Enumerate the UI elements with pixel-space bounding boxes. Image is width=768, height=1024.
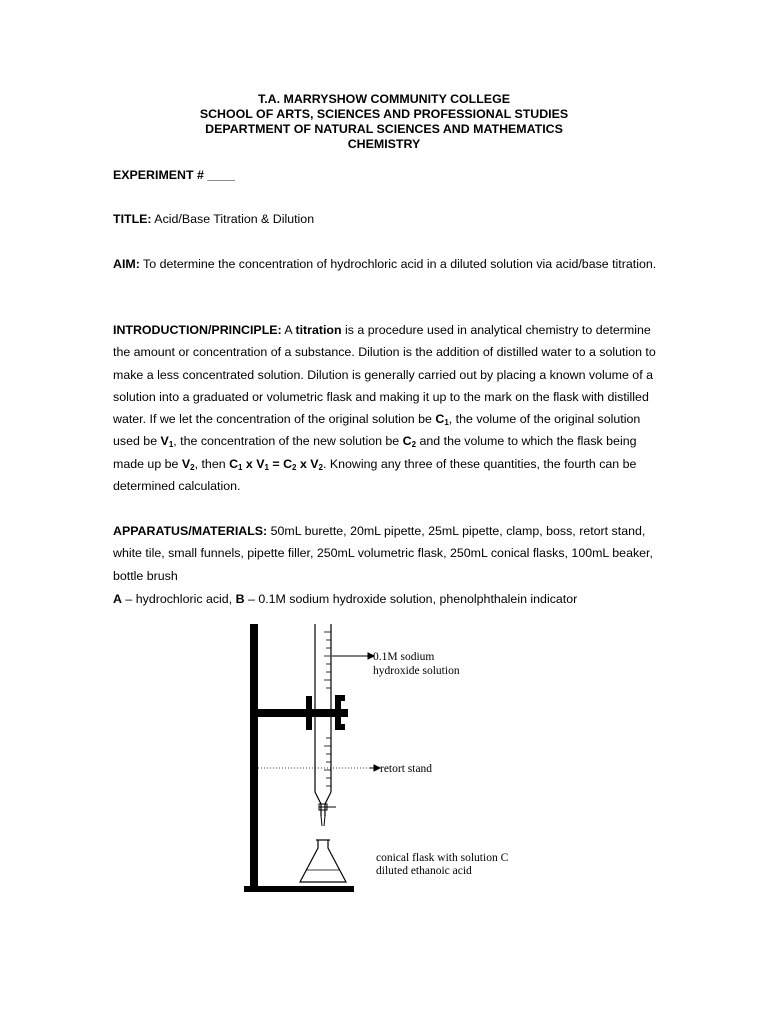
retort-stand-base [244, 886, 354, 892]
apparatus-list: 50mL burette, 20mL pipette, 25mL pipette, clamp, boss, retort stand, white tile, small funnels, pipette filler, 250mL volumetric flask, 250mL conical flasks, 100mL beaker, bottle brush [113, 524, 653, 583]
label-flask-line1: conical flask with solution C [376, 852, 509, 864]
retort-stand-rod [250, 624, 258, 892]
dilution-equation: $C_1$ x $V_1 = C_2$ x $V_2$ [229, 456, 323, 472]
introduction-label: INTRODUCTION/PRINCIPLE: [113, 323, 282, 337]
conical-flask [300, 840, 346, 882]
subject-name: CHEMISTRY [347, 137, 421, 151]
experiment-number: EXPERIMENT # ____ [113, 168, 235, 182]
label-naoh-line2: hydroxide solution [373, 665, 460, 677]
school-name: SCHOOL OF ARTS, SCIENCES AND PROFESSIONAL STUDIES [199, 107, 569, 121]
title-value: Acid/Base Titration & Dilution [151, 212, 315, 226]
department-name: DEPARTMENT OF NATURAL SCIENCES AND MATHEMATICS [205, 122, 563, 136]
document-header [0, 92, 768, 152]
titration-term: titration [295, 323, 342, 337]
label-naoh-line1: 0.1M sodium [373, 651, 435, 663]
label-retort-stand: retort stand [380, 763, 433, 775]
clamp-jaw-left [306, 696, 312, 730]
label-flask-line2: diluted ethanoic acid [376, 865, 472, 877]
title-section [113, 208, 658, 230]
introduction-section: INTRODUCTION/PRINCIPLE: A titration is a procedure used in analytical chemistry to determine the amount or concentration of a substance. Dilution is the addition of distilled water to a solution to make a less concentrated solution. Dilution is generally carried out by placing a known volume of a solution into a graduated or volumetric flask and making it up to the mark on the flask with distilled water. If we let the concentration of the original solution be $C_1$, the volume of the original solution used be $V_1$, the concentration of the new solution be $C_2$ and the volume to which the flask being made up be $V_2$, then $C_1$ x $V_1 = C_2$ x $V_2$. Knowing any three of these quantities, the fourth can be determined calculation. [113, 323, 656, 494]
aim-label: AIM: [113, 257, 140, 271]
title-label: TITLE: [113, 212, 152, 226]
titration-apparatus-diagram [240, 620, 540, 900]
aim-section [113, 253, 658, 275]
apparatus-section [113, 520, 658, 587]
reagents-line: A – hydrochloric acid, B – 0.1M sodium hydroxide solution, phenolphthalein indicator [113, 592, 578, 606]
college-name: T.A. MARRYSHOW COMMUNITY COLLEGE [258, 92, 510, 106]
burette [315, 624, 336, 826]
apparatus-label: APPARATUS/MATERIALS: [113, 524, 268, 538]
clamp-arm [254, 709, 348, 717]
aim-text: To determine the concentration of hydrochloric acid in a diluted solution via acid/base titration. [139, 257, 657, 271]
